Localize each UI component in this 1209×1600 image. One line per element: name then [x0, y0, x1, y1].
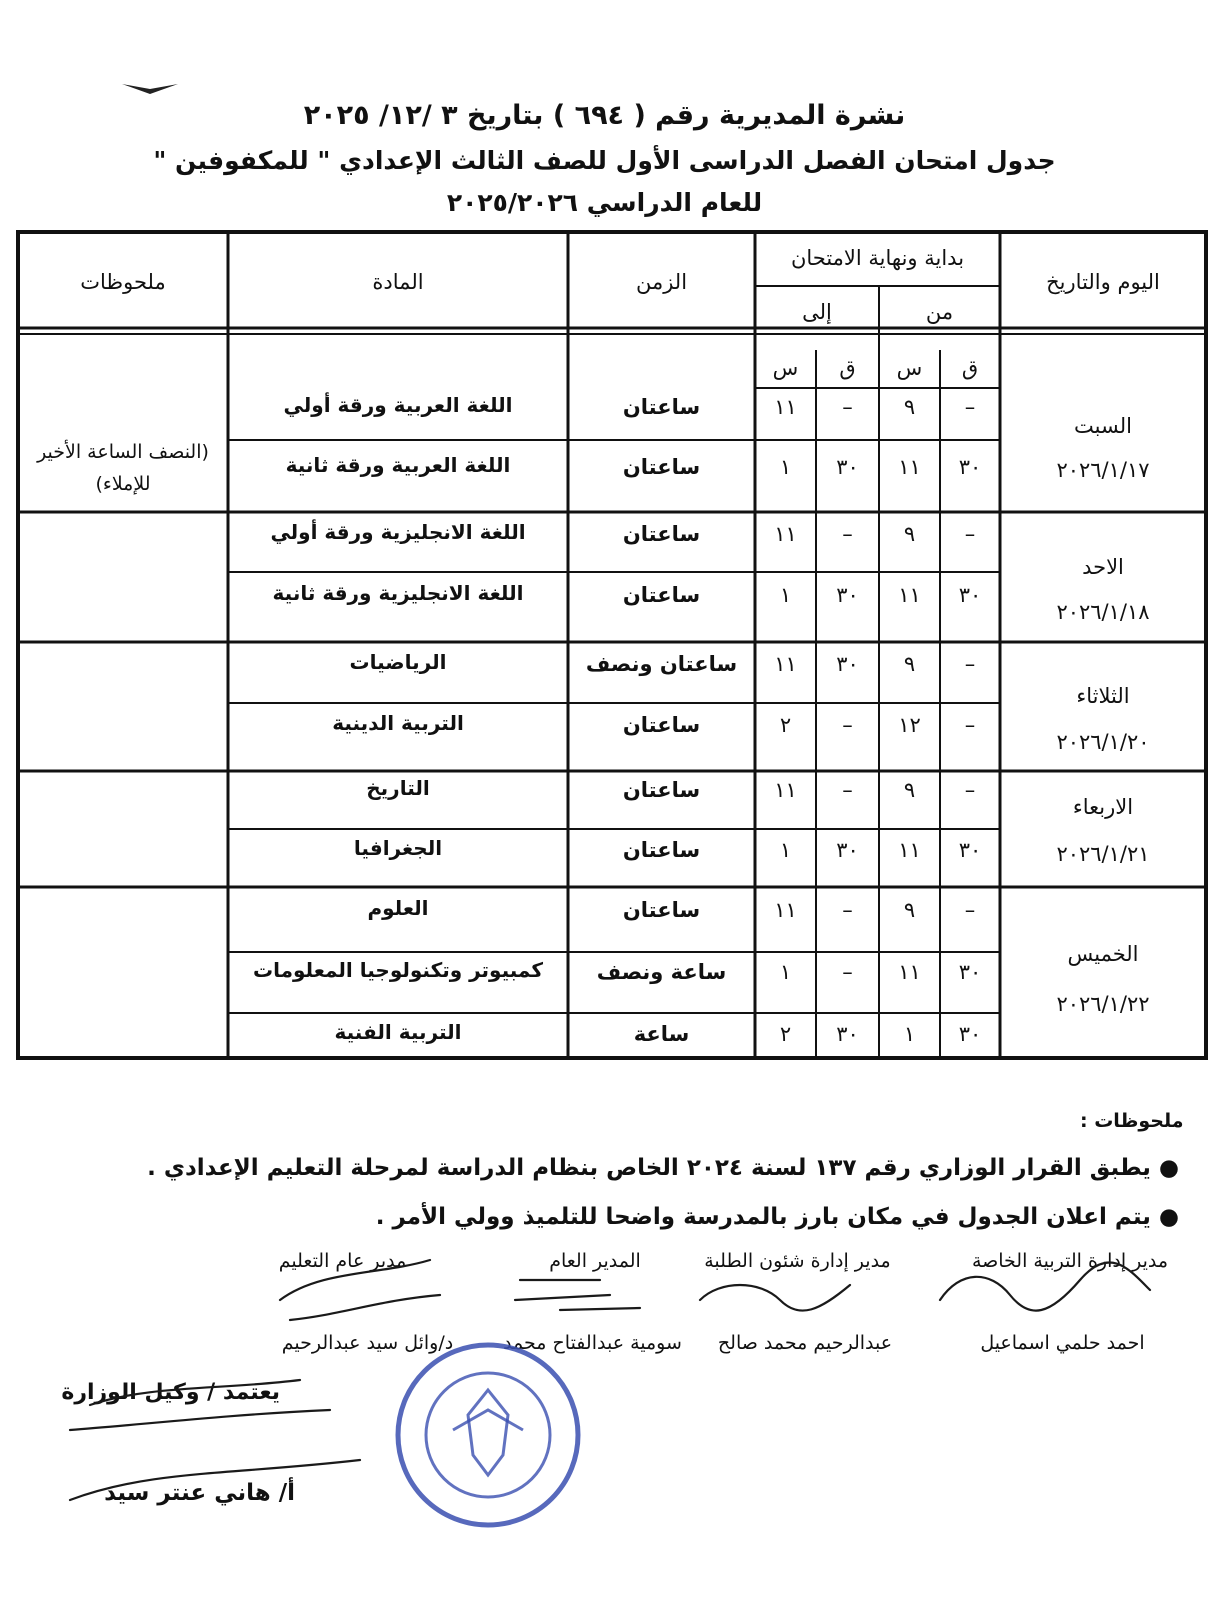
cell-subject: العلوم	[367, 896, 429, 920]
cell-from-minute: –	[964, 522, 976, 546]
cell-to-hour: ٢	[779, 1022, 792, 1046]
bulletin-number-date: نشرة المديرية رقم ( ٦٩٤ ) بتاريخ ٣ /١٢/ ٢٠٢٥	[303, 100, 906, 131]
cell-from-minute: –	[964, 778, 976, 802]
cell-from-minute: –	[964, 652, 976, 676]
academic-year: للعام الدراسي ٢٠٢٥/٢٠٢٦	[446, 188, 763, 217]
cell-to-minute: –	[842, 713, 853, 737]
cell-to-hour: ١	[779, 960, 792, 984]
approval-name: أ/ هاني عنتر سيد	[104, 1480, 295, 1506]
header-subject: المادة	[372, 270, 424, 294]
approval-title: يعتمد / وكيل الوزارة	[61, 1380, 280, 1405]
cell-from-hour: ١١	[898, 455, 921, 479]
cell-subject: الجغرافيا	[353, 836, 443, 860]
note-item: ● يطبق القرار الوزاري رقم ١٣٧ لسنة ٢٠٢٤ الخاص بنظام الدراسة لمرحلة التعليم الإعدادي .	[147, 1155, 1179, 1181]
cell-from-hour: ١	[903, 1022, 916, 1046]
day-date: ٢٠٢٦/١/٢٢	[1056, 992, 1150, 1016]
cell-from-hour: ١١	[898, 838, 921, 862]
header-notes: ملحوظات	[80, 270, 166, 294]
cell-from-hour: ١١	[898, 583, 921, 607]
cell-duration: ساعتان	[622, 583, 701, 607]
signature-title: مدير إدارة التربية الخاصة	[971, 1250, 1169, 1272]
cell-duration: ساعتان	[622, 713, 701, 737]
cell-duration: ساعتان	[622, 455, 701, 479]
cell-to-minute: –	[842, 522, 853, 546]
day-name: الثلاثاء	[1076, 684, 1130, 708]
cell-duration: ساعتان	[622, 395, 701, 419]
day-name: السبت	[1074, 414, 1132, 438]
bullet-icon: ●	[1150, 1204, 1179, 1230]
cell-from-hour: ٩	[903, 898, 916, 922]
signature-name: عبدالرحيم محمد صالح	[717, 1332, 893, 1354]
cell-to-minute: ٣٠	[836, 583, 859, 607]
cell-from-minute: ٣٠	[958, 1022, 982, 1046]
header-day-date: اليوم والتاريخ	[1046, 270, 1160, 294]
header-to: إلى	[802, 300, 832, 324]
cell-to-hour: ١١	[774, 898, 797, 922]
cell-from-minute: –	[964, 898, 976, 922]
cell-from-minute: ٣٠	[958, 960, 982, 984]
schedule-title: جدول امتحان الفصل الدراسى الأول للصف الثالث الإعدادي " للمكفوفين "	[153, 146, 1056, 175]
cell-subject: التاريخ	[366, 776, 430, 800]
cell-from-hour: ٩	[903, 652, 916, 676]
signature-title: مدير إدارة شئون الطلبة	[704, 1250, 891, 1272]
cell-to-minute: ٣٠	[836, 1022, 859, 1046]
cell-from-hour: ٩	[903, 522, 916, 546]
stamp-seal	[388, 1335, 588, 1535]
day-date: ٢٠٢٦/١/١٨	[1056, 600, 1150, 624]
cell-subject: اللغة الانجليزية ورقة أولي	[270, 520, 526, 544]
header-to-hour: س	[772, 356, 799, 380]
cell-duration: ساعتان	[622, 838, 701, 862]
cell-to-hour: ١	[779, 455, 792, 479]
header-from-hour: س	[896, 356, 923, 380]
day-date: ٢٠٢٦/١/٢١	[1056, 842, 1150, 866]
cell-duration: ساعتان ونصف	[585, 652, 738, 676]
header-to-minute: ق	[839, 356, 856, 380]
signature-name: د/وائل سيد عبدالرحيم	[281, 1332, 454, 1354]
cell-to-minute: ٣٠	[836, 455, 859, 479]
cell-duration: ساعة	[633, 1022, 690, 1046]
cell-from-minute: ٣٠	[958, 583, 982, 607]
cell-from-hour: ٩	[903, 778, 916, 802]
saturday-note: (النصف الساعة الأخير للإملاء)	[37, 441, 209, 495]
cell-to-minute: –	[842, 898, 853, 922]
cell-to-hour: ١١	[774, 395, 797, 419]
notes-title: ملحوظات :	[1080, 1110, 1184, 1132]
cell-to-minute: –	[842, 395, 853, 419]
cell-duration: ساعتان	[622, 778, 701, 802]
cell-subject: كمبيوتر وتكنولوجيا المعلومات	[253, 958, 543, 982]
signature-name: احمد حلمي اسماعيل	[980, 1332, 1145, 1354]
cell-to-hour: ١	[779, 838, 792, 862]
cell-duration: ساعة ونصف	[596, 960, 727, 984]
cell-from-hour: ٩	[903, 395, 916, 419]
header-from: من	[925, 300, 954, 324]
cell-to-hour: ١	[779, 583, 792, 607]
cell-from-hour: ١٢	[898, 713, 921, 737]
cell-subject: اللغة العربية ورقة أولي	[283, 393, 513, 417]
cell-from-minute: –	[964, 395, 976, 419]
cell-to-minute: ٣٠	[836, 652, 859, 676]
note-item: ● يتم اعلان الجدول في مكان بارز بالمدرسة واضحا للتلميذ وولي الأمر .	[375, 1204, 1179, 1230]
signature-title: المدير العام	[549, 1250, 641, 1272]
cell-subject: الرياضيات	[349, 650, 447, 674]
cell-from-minute: –	[964, 713, 976, 737]
header-start-end: بداية ونهاية الامتحان	[790, 246, 965, 270]
cell-to-minute: ٣٠	[836, 838, 859, 862]
cell-to-hour: ١١	[774, 778, 797, 802]
signature-title: مدير عام التعليم	[278, 1250, 407, 1272]
signature-name: سومية عبدالفتاح محمد	[503, 1332, 682, 1354]
cell-subject: اللغة الانجليزية ورقة ثانية	[272, 581, 524, 605]
cell-from-hour: ١١	[898, 960, 921, 984]
day-name: الخميس	[1067, 942, 1139, 966]
cell-to-minute: –	[842, 960, 853, 984]
bullet-icon: ●	[1150, 1155, 1179, 1181]
header-from-minute: ق	[961, 356, 979, 380]
cell-subject: اللغة العربية ورقة ثانية	[285, 453, 511, 477]
day-date: ٢٠٢٦/١/٢٠	[1056, 730, 1150, 754]
cell-subject: التربية الدينية	[332, 711, 464, 735]
cell-duration: ساعتان	[622, 522, 701, 546]
header-duration: الزمن	[635, 270, 688, 294]
signature-scribbles	[0, 1240, 1209, 1600]
cell-from-minute: ٣٠	[958, 455, 982, 479]
day-date: ٢٠٢٦/١/١٧	[1056, 458, 1150, 482]
cell-duration: ساعتان	[622, 898, 701, 922]
cell-from-minute: ٣٠	[958, 838, 982, 862]
day-name: الاحد	[1082, 555, 1124, 579]
cell-to-hour: ٢	[779, 713, 792, 737]
cell-subject: التربية الفنية	[334, 1020, 462, 1044]
cell-to-hour: ١١	[774, 522, 797, 546]
day-name: الاربعاء	[1072, 795, 1134, 819]
cell-to-minute: –	[842, 778, 853, 802]
cell-to-hour: ١١	[774, 652, 797, 676]
